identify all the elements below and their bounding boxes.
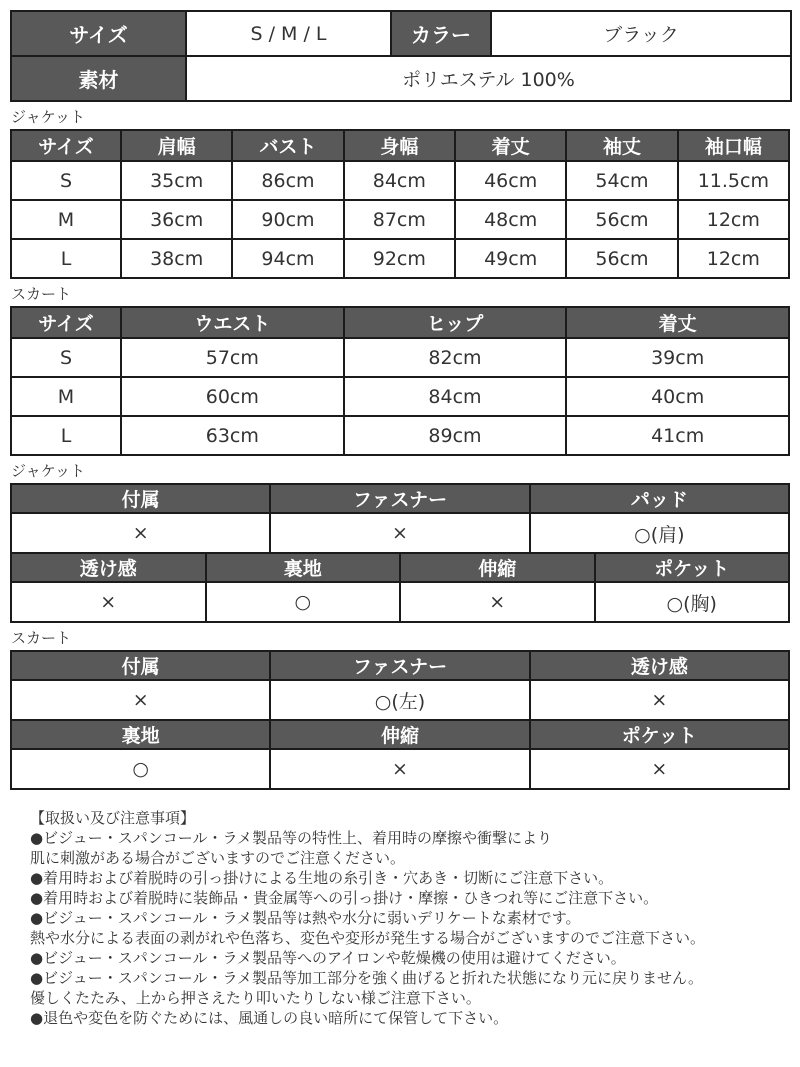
table-cell: × [11, 680, 270, 720]
table-cell: 63cm [121, 416, 344, 455]
table-cell: 94cm [232, 239, 343, 278]
table-header-row [11, 307, 789, 338]
header-cell: ファスナー [270, 484, 529, 513]
header-cell: 透け感 [11, 553, 206, 582]
table-row [11, 338, 789, 377]
header-cell: サイズ [11, 130, 121, 161]
header-cell: 袖丈 [566, 130, 677, 161]
header-cell: 袖口幅 [678, 130, 789, 161]
table-cell: ○ [11, 749, 270, 789]
table-cell: × [530, 680, 789, 720]
header-cell: 付属 [11, 651, 270, 680]
table-cell: 90cm [232, 200, 343, 239]
header-cell: ヒップ [344, 307, 567, 338]
skirt-attrs-table-lower [10, 719, 790, 790]
table-cell: ○(肩) [530, 513, 789, 553]
table-cell: × [270, 749, 529, 789]
table-cell: 84cm [344, 161, 455, 200]
table-cell: ○(胸) [595, 582, 790, 622]
table-cell: 48cm [455, 200, 566, 239]
care-note-line: ●着用時および着脱時に装飾品・貴金属等への引っ掛け・摩擦・ひきつれ等にご注意下さい。 [30, 889, 659, 907]
header-cell: ポケット [595, 553, 790, 582]
care-note-line: ●ビジュー・スパンコール・ラメ製品等へのアイロンや乾燥機の使用は避けてください。 [30, 949, 626, 967]
jacket-attrs-section-label: ジャケット [11, 462, 85, 480]
table-cell: × [530, 749, 789, 789]
care-note-line: 優しくたたみ、上から押さえたり叩いたりしない様ご注意下さい。 [30, 989, 481, 1007]
table-cell: 12cm [678, 200, 789, 239]
header-cell: 裏地 [206, 553, 401, 582]
table-cell: S [11, 161, 121, 200]
table-header-row [11, 130, 789, 161]
table-header-row [11, 720, 789, 749]
table-cell: × [11, 582, 206, 622]
table-cell: 89cm [344, 416, 567, 455]
header-cell: バスト [232, 130, 343, 161]
color-value-cell: ブラック [491, 11, 791, 56]
table-cell: × [400, 582, 595, 622]
jacket-attrs-table-lower [10, 552, 790, 623]
header-cell: 伸縮 [400, 553, 595, 582]
table-cell: 35cm [121, 161, 232, 200]
size-header-cell: サイズ [11, 11, 186, 56]
table-header-row [11, 484, 789, 513]
table-cell: × [11, 513, 270, 553]
header-cell: 着丈 [566, 307, 789, 338]
spec-table [10, 10, 792, 102]
table-row [11, 200, 789, 239]
material-value-cell: ポリエステル 100% [186, 56, 791, 101]
table-cell: 87cm [344, 200, 455, 239]
table-row [11, 680, 789, 720]
header-cell: 身幅 [344, 130, 455, 161]
care-note-line: ●ビジュー・スパンコール・ラメ製品等加工部分を強く曲げると折れた状態になり元に戻りません。 [30, 969, 703, 987]
table-row [11, 161, 789, 200]
skirt-size-table [10, 306, 790, 456]
table-header-row [11, 651, 789, 680]
table-cell: 84cm [344, 377, 567, 416]
jacket-size-table [10, 129, 790, 279]
header-cell: 透け感 [530, 651, 789, 680]
table-cell: S [11, 338, 121, 377]
header-cell: パッド [530, 484, 789, 513]
table-cell: M [11, 377, 121, 416]
table-cell: L [11, 239, 121, 278]
table-cell: L [11, 416, 121, 455]
table-row [11, 416, 789, 455]
care-notes-title: 【取扱い及び注意事項】 [30, 809, 196, 827]
table-cell: 38cm [121, 239, 232, 278]
care-notes [30, 808, 790, 1028]
care-note-line: ●着用時および着脱時の引っ掛けによる生地の糸引き・穴あき・切断にご注意下さい。 [30, 869, 614, 887]
table-cell: 46cm [455, 161, 566, 200]
table-cell: 40cm [566, 377, 789, 416]
size-value-cell: S / M / L [186, 11, 391, 56]
table-cell: M [11, 200, 121, 239]
table-row [11, 513, 789, 553]
skirt-attrs-section-label: スカート [11, 629, 72, 647]
header-cell: 着丈 [455, 130, 566, 161]
table-cell: 57cm [121, 338, 344, 377]
care-note-line: ●退色や変色を防ぐためには、風通しの良い暗所にて保管して下さい。 [30, 1009, 509, 1027]
header-cell: 付属 [11, 484, 270, 513]
header-cell: 肩幅 [121, 130, 232, 161]
table-cell: × [270, 513, 529, 553]
table-cell: 41cm [566, 416, 789, 455]
care-note-line: ●ビジュー・スパンコール・ラメ製品等は熱や水分に弱いデリケートな素材です。 [30, 909, 581, 927]
care-note-line: 熱や水分による表面の剥がれや色落ち、変色や変形が発生する場合がございますのでご注意下さい。 [30, 929, 706, 947]
table-cell: 36cm [121, 200, 232, 239]
table-cell: 56cm [566, 200, 677, 239]
header-cell: ポケット [530, 720, 789, 749]
table-row [11, 582, 789, 622]
header-cell: ファスナー [270, 651, 529, 680]
table-cell: 92cm [344, 239, 455, 278]
table-cell: 60cm [121, 377, 344, 416]
table-cell: 54cm [566, 161, 677, 200]
table-row [11, 56, 791, 101]
table-cell: 49cm [455, 239, 566, 278]
table-row [11, 11, 791, 56]
jacket-size-section-label: ジャケット [11, 108, 85, 126]
table-row [11, 239, 789, 278]
table-cell: 39cm [566, 338, 789, 377]
table-cell: 12cm [678, 239, 789, 278]
header-cell: サイズ [11, 307, 121, 338]
care-note-line: ●ビジュー・スパンコール・ラメ製品等の特性上、着用時の摩擦や衝撃により [30, 829, 553, 847]
table-row [11, 377, 789, 416]
header-cell: ウエスト [121, 307, 344, 338]
color-header-cell: カラー [391, 11, 491, 56]
skirt-attrs-table-upper [10, 650, 790, 721]
skirt-size-section-label: スカート [11, 285, 72, 303]
table-cell: ○(左) [270, 680, 529, 720]
table-cell: ○ [206, 582, 401, 622]
table-header-row [11, 553, 789, 582]
table-row [11, 749, 789, 789]
jacket-attrs-table-upper [10, 483, 790, 554]
table-cell: 11.5cm [678, 161, 789, 200]
material-header-cell: 素材 [11, 56, 186, 101]
header-cell: 伸縮 [270, 720, 529, 749]
table-cell: 82cm [344, 338, 567, 377]
header-cell: 裏地 [11, 720, 270, 749]
table-cell: 56cm [566, 239, 677, 278]
table-cell: 86cm [232, 161, 343, 200]
care-note-line: 肌に刺激がある場合がございますのでご注意ください。 [30, 849, 406, 867]
